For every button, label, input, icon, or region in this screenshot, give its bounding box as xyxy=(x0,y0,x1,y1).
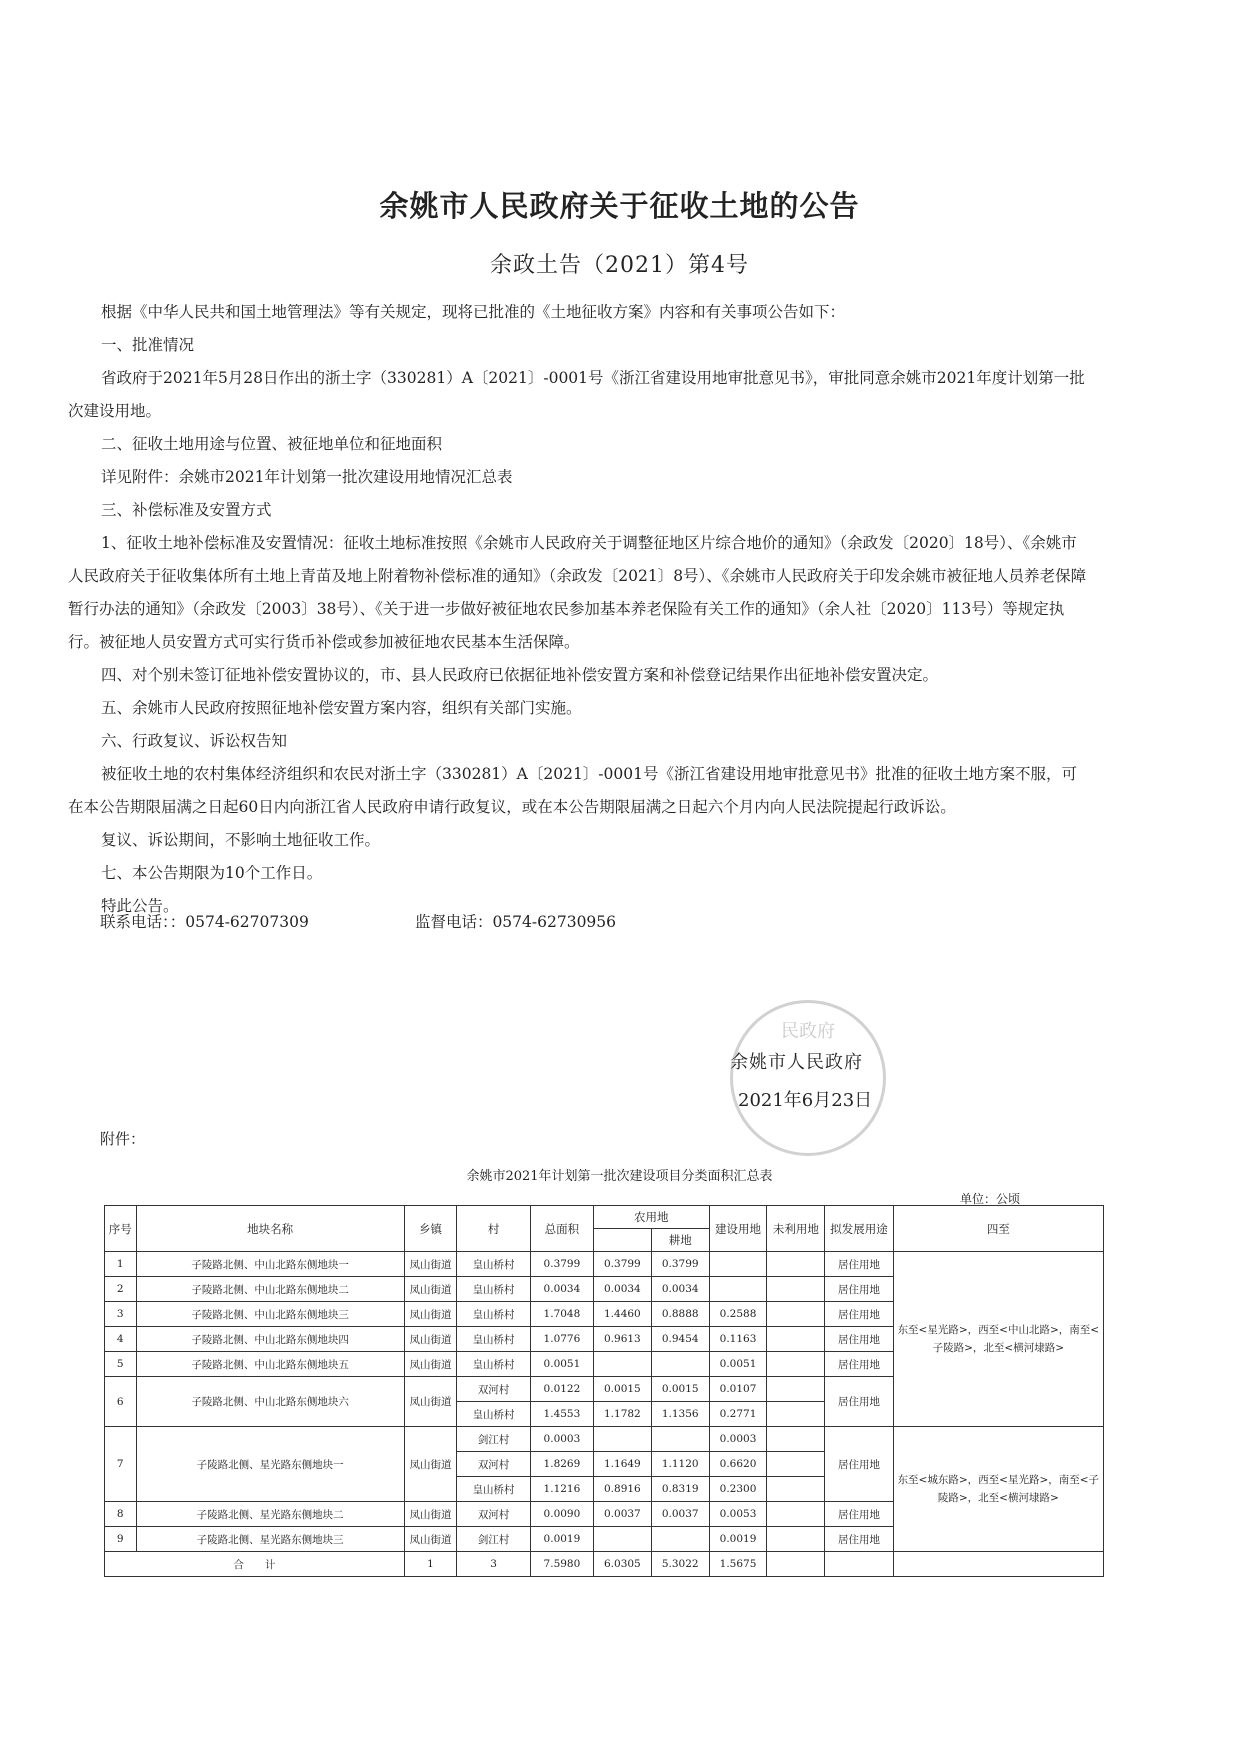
closing-text: 特此公告。 xyxy=(101,897,179,915)
cell-farm: 1.1649 xyxy=(593,1452,651,1477)
cell-total: 1.8269 xyxy=(530,1452,593,1477)
cell-no: 4 xyxy=(105,1327,137,1352)
cell-farm: 0.3799 xyxy=(593,1252,651,1277)
cell-use: 居住用地 xyxy=(825,1252,893,1277)
cell-village: 双河村 xyxy=(457,1452,531,1477)
header-town: 乡镇 xyxy=(404,1206,457,1252)
cell-name: 子陵路北侧、中山北路东侧地块一 xyxy=(136,1252,404,1277)
cell-construction: 0.2588 xyxy=(709,1302,767,1327)
cell-use: 居住用地 xyxy=(825,1377,893,1427)
cell-village: 剑江村 xyxy=(457,1527,531,1552)
cell-use: 居住用地 xyxy=(825,1352,893,1377)
cell-use: 居住用地 xyxy=(825,1502,893,1527)
land-summary-table xyxy=(104,1205,1104,1577)
cell-town: 凤山街道 xyxy=(404,1277,457,1302)
cell-bounds: 东至<城东路>，西至<星光路>，南至<子陵路>，北至<横河埭路> xyxy=(893,1427,1103,1552)
annex-label: 附件： xyxy=(100,1130,146,1148)
header-arable: 耕地 xyxy=(651,1229,709,1252)
cell-village: 皇山桥村 xyxy=(457,1352,531,1377)
cell-no: 6 xyxy=(105,1377,137,1427)
signature-organization: 余姚市人民政府 xyxy=(730,1052,863,1073)
cell-unused xyxy=(767,1477,825,1502)
cell-village: 双河村 xyxy=(457,1377,531,1402)
section-4-paragraph: 四、对个别未签订征地补偿安置协议的，市、县人民政府已依据征地补偿安置方案和补偿登记结果作出征地补偿安置决定。 xyxy=(101,666,939,684)
total-town: 1 xyxy=(404,1552,457,1577)
table-total-row xyxy=(105,1552,1104,1577)
cell-construction: 0.1163 xyxy=(709,1327,767,1352)
header-name: 地块名称 xyxy=(136,1206,404,1252)
cell-farm: 0.0037 xyxy=(593,1502,651,1527)
header-construction: 建设用地 xyxy=(709,1206,767,1252)
cell-village: 皇山桥村 xyxy=(457,1477,531,1502)
cell-unused xyxy=(767,1452,825,1477)
cell-farm xyxy=(593,1352,651,1377)
intro-paragraph: 根据《中华人民共和国土地管理法》等有关规定，现将已批准的《土地征收方案》内容和有关事项公告如下： xyxy=(101,303,846,321)
cell-farm: 0.9613 xyxy=(593,1327,651,1352)
cell-unused xyxy=(767,1402,825,1427)
cell-arable: 0.0034 xyxy=(651,1277,709,1302)
total-label: 合 计 xyxy=(105,1552,405,1577)
cell-construction xyxy=(709,1252,767,1277)
cell-town: 凤山街道 xyxy=(404,1302,457,1327)
table-row xyxy=(105,1252,1104,1277)
cell-no: 5 xyxy=(105,1352,137,1377)
cell-arable: 0.8319 xyxy=(651,1477,709,1502)
cell-total: 0.0019 xyxy=(530,1527,593,1552)
cell-farm: 0.0034 xyxy=(593,1277,651,1302)
header-no: 序号 xyxy=(105,1206,137,1252)
cell-name: 子陵路北侧、中山北路东侧地块五 xyxy=(136,1352,404,1377)
cell-arable: 1.1120 xyxy=(651,1452,709,1477)
cell-unused xyxy=(767,1502,825,1527)
cell-construction: 0.0003 xyxy=(709,1427,767,1452)
cell-farm: 0.0015 xyxy=(593,1377,651,1402)
section-1-body: 省政府于2021年5月28日作出的浙土字（330281）A〔2021〕-0001号《浙江省建设用地审批意见书》，审批同意余姚市2021年度计划第一批次建设用地。 xyxy=(68,369,1085,420)
cell-use: 居住用地 xyxy=(825,1327,893,1352)
total-bounds xyxy=(893,1552,1103,1577)
announcement-body xyxy=(68,296,1088,923)
cell-arable: 0.0015 xyxy=(651,1377,709,1402)
cell-construction: 0.2771 xyxy=(709,1402,767,1427)
cell-total: 1.0776 xyxy=(530,1327,593,1352)
cell-village: 剑江村 xyxy=(457,1427,531,1452)
cell-no: 9 xyxy=(105,1527,137,1552)
cell-unused xyxy=(767,1352,825,1377)
section-3-heading: 三、补偿标准及安置方式 xyxy=(101,501,272,519)
cell-construction: 0.6620 xyxy=(709,1452,767,1477)
cell-town: 凤山街道 xyxy=(404,1252,457,1277)
section-7-paragraph: 七、本公告期限为10个工作日。 xyxy=(101,864,323,882)
total-arable: 5.3022 xyxy=(651,1552,709,1577)
header-farm: 农用地 xyxy=(593,1206,709,1229)
cell-total: 0.0090 xyxy=(530,1502,593,1527)
cell-name: 子陵路北侧、中山北路东侧地块四 xyxy=(136,1327,404,1352)
cell-name: 子陵路北侧、星光路东侧地块一 xyxy=(136,1427,404,1502)
cell-bounds: 东至<星光路>，西至<中山北路>，南至<子陵路>，北至<横河埭路> xyxy=(893,1252,1103,1427)
cell-name: 子陵路北侧、星光路东侧地块三 xyxy=(136,1527,404,1552)
cell-arable xyxy=(651,1527,709,1552)
section-3-body: 1、征收土地补偿标准及安置情况：征收土地标准按照《余姚市人民政府关于调整征地区片综合地价的通知》（余政发〔2020〕18号）、《余姚市人民政府关于征收集体所有土地上青苗及地上附着物补偿标准的通知》（余政发〔2021〕8号）、《余姚市人民政府关于印发余姚市被征地人员养老保障暂行办法的通知》（余政发〔2003〕38号）、《关于进一步做好被征地农民参加基本养老保险有关工作的通知》（余人社〔2020〕113号）等规定执行。被征地人员安置方式可实行货币补偿或参加被征地农民基本生活保障。 xyxy=(68,534,1087,651)
cell-no: 3 xyxy=(105,1302,137,1327)
cell-arable: 0.0037 xyxy=(651,1502,709,1527)
seal-text: 民政府 xyxy=(781,1021,835,1042)
cell-arable: 0.8888 xyxy=(651,1302,709,1327)
cell-unused xyxy=(767,1427,825,1452)
page-title: 余姚市人民政府关于征收土地的公告 xyxy=(379,189,860,223)
cell-arable: 0.3799 xyxy=(651,1252,709,1277)
cell-farm xyxy=(593,1427,651,1452)
cell-unused xyxy=(767,1527,825,1552)
cell-total: 0.0034 xyxy=(530,1277,593,1302)
cell-use: 居住用地 xyxy=(825,1277,893,1302)
cell-total: 0.0003 xyxy=(530,1427,593,1452)
total-construction: 1.5675 xyxy=(709,1552,767,1577)
cell-farm xyxy=(593,1527,651,1552)
cell-unused xyxy=(767,1327,825,1352)
cell-total: 0.3799 xyxy=(530,1252,593,1277)
cell-construction: 0.0019 xyxy=(709,1527,767,1552)
cell-construction: 0.0107 xyxy=(709,1377,767,1402)
table-header-row xyxy=(105,1206,1104,1229)
cell-no: 2 xyxy=(105,1277,137,1302)
header-village: 村 xyxy=(457,1206,531,1252)
contact-line xyxy=(100,910,616,932)
cell-construction: 0.2300 xyxy=(709,1477,767,1502)
cell-name: 子陵路北侧、中山北路东侧地块三 xyxy=(136,1302,404,1327)
cell-unused xyxy=(767,1277,825,1302)
cell-town: 凤山街道 xyxy=(404,1527,457,1552)
cell-farm: 1.1782 xyxy=(593,1402,651,1427)
total-farm: 6.0305 xyxy=(593,1552,651,1577)
cell-farm: 0.8916 xyxy=(593,1477,651,1502)
section-1-heading: 一、批准情况 xyxy=(101,336,195,354)
table-title: 余姚市2021年计划第一批次建设项目分类面积汇总表 xyxy=(466,1169,773,1184)
header-total: 总面积 xyxy=(530,1206,593,1252)
table-unit: 单位：公顷 xyxy=(960,1192,1021,1206)
cell-village: 皇山桥村 xyxy=(457,1277,531,1302)
cell-name: 子陵路北侧、星光路东侧地块二 xyxy=(136,1502,404,1527)
cell-arable: 0.9454 xyxy=(651,1327,709,1352)
cell-total: 1.7048 xyxy=(530,1302,593,1327)
cell-town: 凤山街道 xyxy=(404,1502,457,1527)
cell-name: 子陵路北侧、中山北路东侧地块六 xyxy=(136,1377,404,1427)
cell-no: 7 xyxy=(105,1427,137,1502)
cell-arable: 1.1356 xyxy=(651,1402,709,1427)
document-number: 余政土告（2021）第4号 xyxy=(490,253,749,278)
cell-total: 0.0122 xyxy=(530,1377,593,1402)
header-bounds: 四至 xyxy=(893,1206,1103,1252)
signature-date: 2021年6月23日 xyxy=(738,1090,873,1111)
official-seal xyxy=(730,1000,886,1156)
total-unused xyxy=(767,1552,825,1577)
cell-total: 1.4553 xyxy=(530,1402,593,1427)
cell-village: 皇山桥村 xyxy=(457,1252,531,1277)
cell-arable xyxy=(651,1427,709,1452)
cell-construction: 0.0051 xyxy=(709,1352,767,1377)
table-row xyxy=(105,1427,1104,1452)
cell-village: 皇山桥村 xyxy=(457,1402,531,1427)
cell-town: 凤山街道 xyxy=(404,1352,457,1377)
cell-village: 皇山桥村 xyxy=(457,1302,531,1327)
total-total: 7.5980 xyxy=(530,1552,593,1577)
section-6-note: 复议、诉讼期间，不影响土地征收工作。 xyxy=(101,831,381,849)
cell-unused xyxy=(767,1302,825,1327)
cell-construction: 0.0053 xyxy=(709,1502,767,1527)
cell-no: 8 xyxy=(105,1502,137,1527)
cell-unused xyxy=(767,1377,825,1402)
cell-town: 凤山街道 xyxy=(404,1427,457,1502)
section-5-paragraph: 五、余姚市人民政府按照征地补偿安置方案内容，组织有关部门实施。 xyxy=(101,699,582,717)
cell-town: 凤山街道 xyxy=(404,1327,457,1352)
cell-use: 居住用地 xyxy=(825,1527,893,1552)
cell-name: 子陵路北侧、中山北路东侧地块二 xyxy=(136,1277,404,1302)
cell-farm: 1.4460 xyxy=(593,1302,651,1327)
cell-use: 居住用地 xyxy=(825,1427,893,1502)
cell-use: 居住用地 xyxy=(825,1302,893,1327)
cell-construction xyxy=(709,1277,767,1302)
cell-no: 1 xyxy=(105,1252,137,1277)
section-2-body: 详见附件：余姚市2021年计划第一批次建设用地情况汇总表 xyxy=(101,468,513,486)
header-use: 拟发展用途 xyxy=(825,1206,893,1252)
cell-arable xyxy=(651,1352,709,1377)
supervise-phone: 监督电话：0574-62730956 xyxy=(414,913,617,931)
contact-phone: 联系电话：：0574-62707309 xyxy=(100,913,309,931)
cell-total: 0.0051 xyxy=(530,1352,593,1377)
total-use xyxy=(825,1552,893,1577)
section-2-heading: 二、征收土地用途与位置、被征地单位和征地面积 xyxy=(101,435,443,453)
cell-village: 双河村 xyxy=(457,1502,531,1527)
section-6-body: 被征收土地的农村集体经济组织和农民对浙土字（330281）A〔2021〕-0001号《浙江省建设用地审批意见书》批准的征收土地方案不服，可在本公告期限届满之日起60日内向浙江省人民政府申请行政复议，或在本公告期限届满之日起六个月内向人民法院提起行政诉讼。 xyxy=(68,765,1077,816)
total-village: 3 xyxy=(457,1552,531,1577)
cell-village: 皇山桥村 xyxy=(457,1327,531,1352)
cell-unused xyxy=(767,1252,825,1277)
cell-total: 1.1216 xyxy=(530,1477,593,1502)
section-6-heading: 六、行政复议、诉讼权告知 xyxy=(101,732,288,750)
cell-town: 凤山街道 xyxy=(404,1377,457,1427)
header-farm-blank xyxy=(593,1229,651,1252)
header-unused: 未利用地 xyxy=(767,1206,825,1252)
